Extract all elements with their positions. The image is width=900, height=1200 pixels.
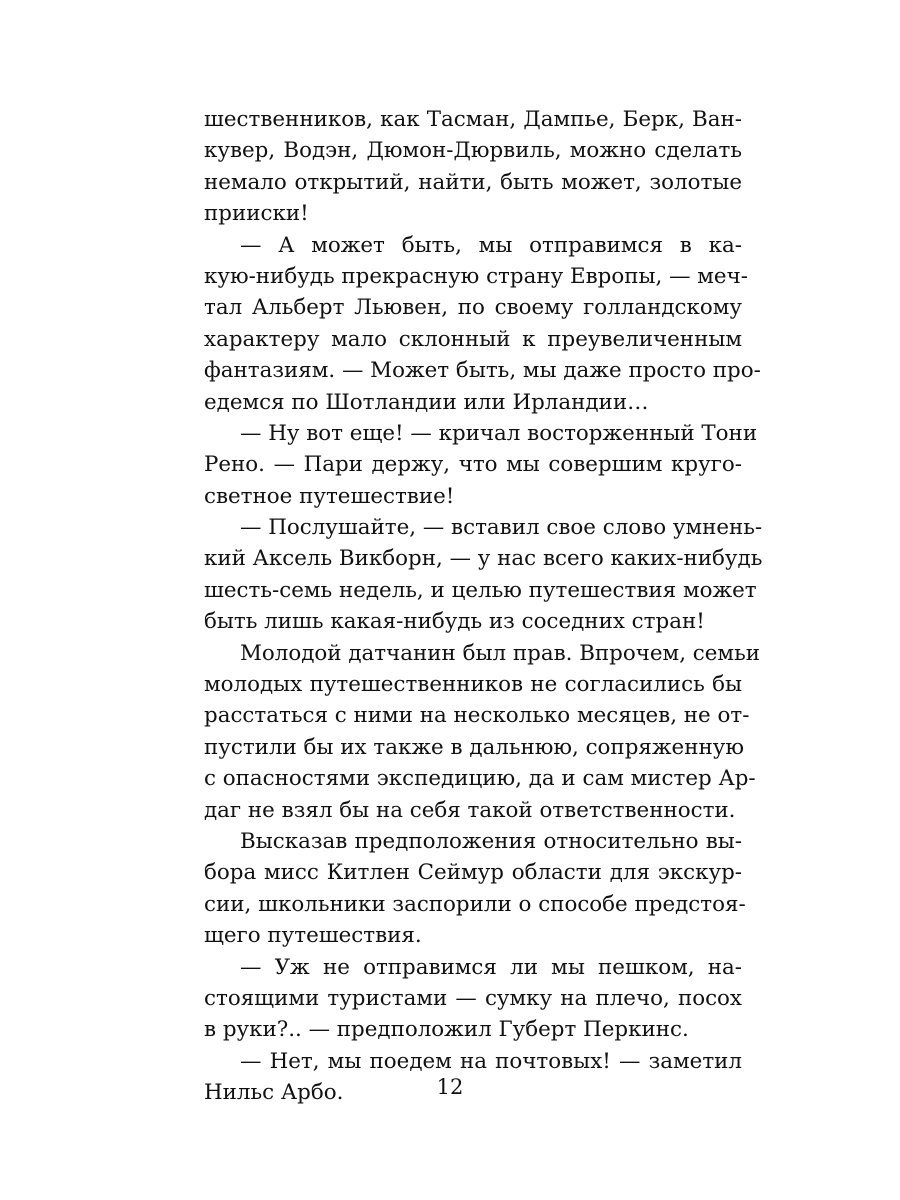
text-line: тал Альберт Льювен, по своему голландскому	[204, 295, 742, 321]
text-line: стоящими туристами — сумку на плечо, посох	[204, 985, 742, 1011]
text-line: — Нет, мы поедем на почтовых! — заметил	[240, 1048, 742, 1074]
text-line: светное путешествие!	[204, 483, 455, 509]
text-line: кий Аксель Викборн, — у нас всего каких-нибудь	[204, 546, 763, 572]
text-line: Высказав предположения относительно вы-	[240, 828, 742, 854]
text-line: Рено. — Пари держу, что мы совершим круго-	[204, 452, 742, 478]
text-line: кую-нибудь прекрасную страну Европы, — меч-	[204, 263, 748, 289]
text-line: быть лишь какая-нибудь из соседних стран!	[204, 609, 705, 635]
text-line: кувер, Водэн, Дюмон-Дюрвиль, можно сделать	[204, 138, 742, 164]
text-line: расстаться с ними на несколько месяцев, не от-	[204, 703, 750, 729]
text-line: пустили бы их также в дальнюю, сопряженную	[204, 734, 744, 760]
text-line: Нильс Арбо.	[204, 1080, 344, 1106]
text-line: фантазиям. — Может быть, мы даже просто про-	[204, 358, 761, 384]
text-line: прииски!	[204, 201, 309, 227]
text-line: бора мисс Китлен Сеймур области для экскур-	[204, 860, 742, 886]
text-line: щего путешествия.	[204, 923, 422, 949]
text-line: шественников, как Тасман, Дампье, Берк, Ван-	[204, 107, 742, 132]
page-number: 12	[436, 1075, 464, 1099]
text-line: шесть-семь недель, и целью путешествия может	[204, 577, 757, 603]
text-line: сии, школьники заспорили о способе предстоя-	[204, 891, 746, 917]
body-text	[204, 104, 763, 1109]
text-line: Молодой датчанин был прав. Впрочем, семьи	[240, 640, 760, 666]
text-line: едемся по Шотландии или Ирландии…	[204, 389, 649, 415]
text-line: молодых путешественников не согласились бы	[204, 672, 742, 698]
text-line: немало открытий, найти, быть может, золотые	[204, 169, 742, 195]
text-line: характеру мало склонный к преувеличенным	[204, 326, 742, 352]
text-line: — Ну вот еще! — кричал восторженный Тони	[240, 420, 758, 446]
text-line: с опасностями экспедицию, да и сам мистер Ар-	[204, 766, 756, 792]
text-line: в руки?.. — предположил Губерт Перкинс.	[204, 1017, 689, 1043]
text-line: — А может быть, мы отправимся в ка-	[240, 232, 742, 258]
text-line: даг не взял бы на себя такой ответственности.	[204, 797, 736, 823]
text-line: — Послушайте, — вставил свое слово умнень-	[240, 515, 763, 541]
text-line: — Уж не отправимся ли мы пешком, на-	[240, 954, 742, 980]
